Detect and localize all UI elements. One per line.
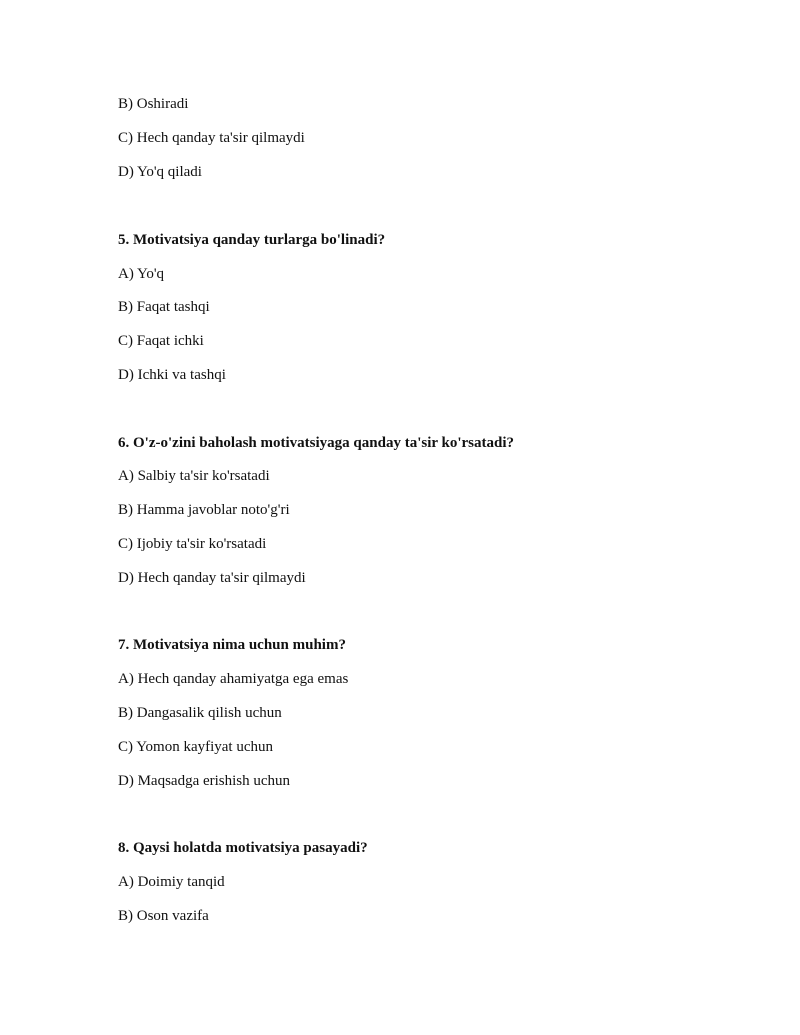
question-5-option-b: B) Faqat tashqi	[118, 299, 210, 315]
question-7-title: 7. Motivatsiya nima uchun muhim?	[118, 637, 346, 653]
question-6-option-b: B) Hamma javoblar noto'g'ri	[118, 502, 290, 518]
question-6-option-c: C) Ijobiy ta'sir ko'rsatadi	[118, 536, 267, 552]
question-7-option-b: B) Dangasalik qilish uchun	[118, 705, 282, 721]
option-c: C) Hech qanday ta'sir qilmaydi	[118, 130, 305, 146]
question-6-option-a: A) Salbiy ta'sir ko'rsatadi	[118, 468, 270, 484]
question-5-title: 5. Motivatsiya qanday turlarga bo'linadi?	[118, 232, 386, 248]
question-5-option-a: A) Yo'q	[118, 266, 165, 282]
question-7-option-c: C) Yomon kayfiyat uchun	[118, 739, 273, 755]
question-8-title: 8. Qaysi holatda motivatsiya pasayadi?	[118, 840, 368, 856]
question-8-option-b: B) Oson vazifa	[118, 908, 209, 924]
question-6-option-d: D) Hech qanday ta'sir qilmaydi	[118, 570, 306, 586]
question-7-option-a: A) Hech qanday ahamiyatga ega emas	[118, 671, 349, 687]
question-8-option-a: A) Doimiy tanqid	[118, 874, 225, 890]
option-d: D) Yo'q qiladi	[118, 164, 202, 180]
option-b: B) Oshiradi	[118, 96, 189, 112]
question-5-option-c: C) Faqat ichki	[118, 333, 204, 349]
question-6-title: 6. O'z-o'zini baholash motivatsiyaga qanday ta'sir ko'rsatadi?	[118, 435, 515, 451]
question-7-option-d: D) Maqsadga erishish uchun	[118, 773, 291, 789]
question-5-option-d: D) Ichki va tashqi	[118, 367, 226, 383]
